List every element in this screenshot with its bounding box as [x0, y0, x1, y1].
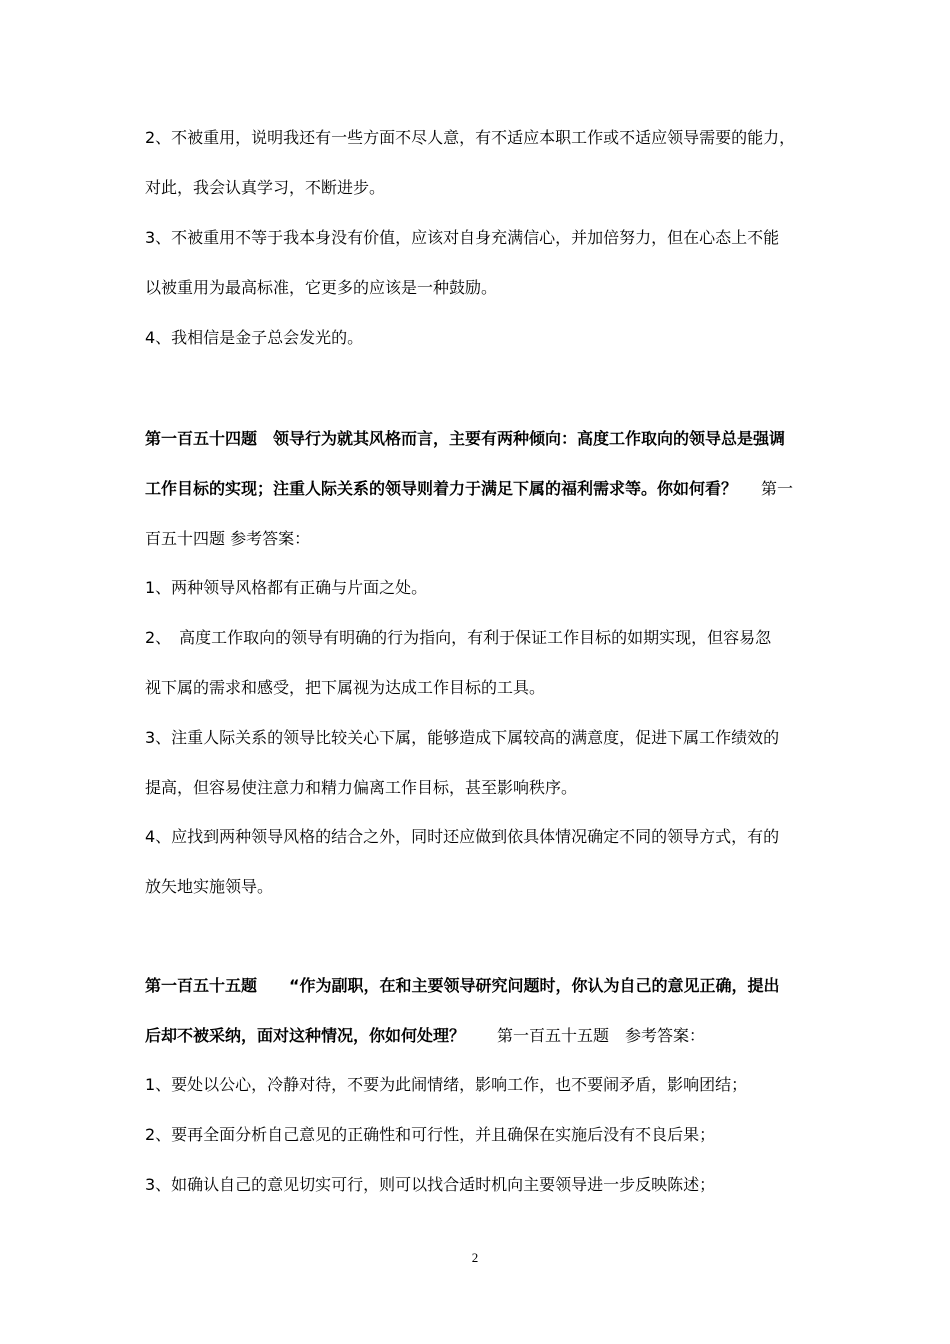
answer-line: 放矢地实施领导。 [145, 877, 274, 896]
question-text-bold: 后却不被采纳，面对这种情况，你如何处理？ [145, 1026, 466, 1045]
answer-line: 以被重用为最高标准，它更多的应该是一种鼓励。 [145, 278, 498, 297]
answer-line: 2、 高度工作取向的领导有明确的行为指向，有利于保证工作目标的如期实现，但容易忽 [145, 628, 772, 647]
question-text-155 [145, 1025, 815, 1047]
answer-line: 4、我相信是金子总会发光的。 [145, 328, 364, 347]
answer-line: 1、两种领导风格都有正确与片面之处。 [145, 578, 428, 597]
answer-line: 4、应找到两种领导风格的结合之外，同时还应做到依具体情况确定不同的领导方式，有的 [145, 827, 780, 846]
answer-heading-155: 第一百五十五题 参考答案： [497, 1026, 706, 1045]
question-text-154 [145, 478, 815, 500]
answer-line: 1、要处以公心，冷静对待，不要为此闹情绪，影响工作，也不要闹矛盾，影响团结； [145, 1075, 748, 1094]
answer-line: 3、不被重用不等于我本身没有价值，应该对自身充满信心，并加倍努力，但在心态上不能 [145, 228, 780, 247]
question-text-bold: 工作目标的实现；注重人际关系的领导则着力于满足下属的福利需求等。你如何看？ [145, 479, 738, 498]
answer-line: 3、注重人际关系的领导比较关心下属，能够造成下属较高的满意度，促进下属工作绩效的 [145, 728, 780, 747]
question-heading-154: 第一百五十四题 领导行为就其风格而言，主要有两种倾向：高度工作取向的领导总是强调 [145, 429, 786, 448]
answer-line: 2、要再全面分析自己意见的正确性和可行性，并且确保在实施后没有不良后果； [145, 1125, 716, 1144]
answer-line: 对此，我会认真学习，不断进步。 [145, 178, 386, 197]
answer-line: 2、不被重用，说明我还有一些方面不尽人意，有不适应本职工作或不适应领导需要的能力， [145, 128, 796, 147]
answer-line: 视下属的需求和感受，把下属视为达成工作目标的工具。 [145, 678, 546, 697]
answer-line: 3、如确认自己的意见切实可行，则可以找合适时机向主要领导进一步反映陈述； [145, 1175, 716, 1194]
answer-line: 提高，但容易使注意力和精力偏离工作目标，甚至影响秩序。 [145, 778, 578, 797]
question-heading-155: 第一百五十五题 “作为副职，在和主要领导研究问题时，你认为自己的意见正确，提出 [145, 976, 780, 995]
answer-heading-154: 百五十四题 参考答案： [145, 529, 311, 548]
page-number: 2 [471, 1250, 479, 1265]
answer-heading-fragment: 第一 [761, 479, 794, 498]
